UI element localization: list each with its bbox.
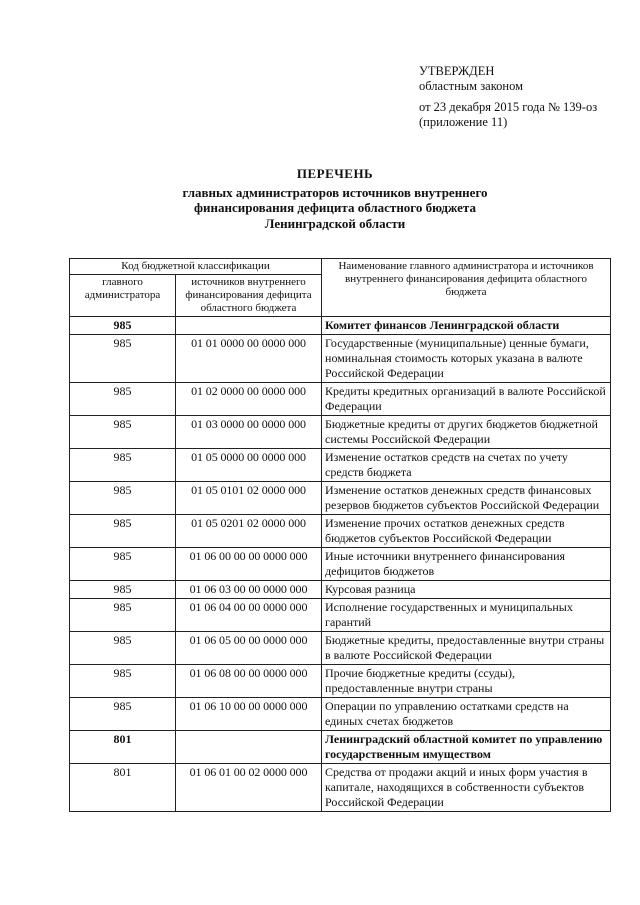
admin-code-cell: 985 <box>70 548 176 581</box>
title-line-3: финансирования дефицита областного бюджета <box>194 200 476 215</box>
table-row <box>70 383 611 416</box>
admin-code-cell: 985 <box>70 383 176 416</box>
admin-code-cell: 801 <box>70 764 176 812</box>
name-cell: Исполнение государственных и муниципальных гарантий <box>322 599 611 632</box>
name-cell: Операции по управлению остатками средств на единых счетах бюджетов <box>322 698 611 731</box>
table-row <box>70 599 611 632</box>
name-cell: Курсовая разница <box>322 581 611 599</box>
source-code-cell <box>176 731 322 764</box>
name-cell: Изменение прочих остатков денежных средств бюджетов субъектов Российской Федерации <box>322 515 611 548</box>
administrators-table <box>69 258 611 812</box>
admin-code-cell: 985 <box>70 482 176 515</box>
source-code-cell: 01 06 05 00 00 0000 000 <box>176 632 322 665</box>
source-code-cell: 01 03 0000 00 0000 000 <box>176 416 322 449</box>
admin-code-cell: 985 <box>70 698 176 731</box>
admin-code-cell: 985 <box>70 317 176 335</box>
document-title <box>100 166 570 231</box>
name-cell: Изменение остатков денежных средств финансовых резервов бюджетов субъектов Российской Федерации <box>322 482 611 515</box>
source-code-cell: 01 06 03 00 00 0000 000 <box>176 581 322 599</box>
admin-code-cell: 985 <box>70 416 176 449</box>
admin-code-cell: 985 <box>70 665 176 698</box>
approval-appendix: (приложение 11) <box>419 115 508 129</box>
table-row <box>70 698 611 731</box>
table-row <box>70 731 611 764</box>
title-heading: ПЕРЕЧЕНЬ <box>296 166 374 181</box>
table-row <box>70 548 611 581</box>
approval-law-type: областным законом <box>419 79 524 93</box>
source-code-cell: 01 01 0000 00 0000 000 <box>176 335 322 383</box>
approval-law-date: от 23 декабря 2015 года № 139-оз <box>419 100 598 114</box>
approval-heading: УТВЕРЖДЕН <box>419 64 495 78</box>
admin-code-cell: 985 <box>70 335 176 383</box>
table-row <box>70 317 611 335</box>
source-code-cell: 01 05 0000 00 0000 000 <box>176 449 322 482</box>
table-row <box>70 665 611 698</box>
name-cell: Средства от продажи акций и иных форм участия в капитале, находящихся в собственности субъектов Российской Федерации <box>322 764 611 812</box>
table-row <box>70 632 611 665</box>
admin-code-cell: 985 <box>70 449 176 482</box>
name-cell: Ленинградский областной комитет по управлению государственным имуществом <box>322 731 611 764</box>
admin-code-cell: 985 <box>70 632 176 665</box>
table-row <box>70 515 611 548</box>
name-cell: Изменение остатков средств на счетах по учету средств бюджета <box>322 449 611 482</box>
source-code-cell: 01 05 0201 02 0000 000 <box>176 515 322 548</box>
header-source-code: источников внутреннего финансирования дефицита областного бюджета <box>176 275 322 317</box>
source-code-cell: 01 06 08 00 00 0000 000 <box>176 665 322 698</box>
table-body <box>70 317 611 812</box>
source-code-cell: 01 06 10 00 00 0000 000 <box>176 698 322 731</box>
table-row <box>70 764 611 812</box>
source-code-cell: 01 05 0101 02 0000 000 <box>176 482 322 515</box>
source-code-cell: 01 06 04 00 00 0000 000 <box>176 599 322 632</box>
header-budget-code: Код бюджетной классификации <box>70 259 322 275</box>
table-row <box>70 416 611 449</box>
header-name: Наименование главного администратора и источников внутреннего финансирования дефицита областного бюджета <box>322 259 611 317</box>
admin-code-cell: 985 <box>70 599 176 632</box>
name-cell: Комитет финансов Ленинградской области <box>322 317 611 335</box>
table-row <box>70 482 611 515</box>
source-code-cell: 01 06 00 00 00 0000 000 <box>176 548 322 581</box>
name-cell: Прочие бюджетные кредиты (ссуды), предоставленные внутри страны <box>322 665 611 698</box>
name-cell: Государственные (муниципальные) ценные бумаги, номинальная стоимость которых указана в валюте Российской Федерации <box>322 335 611 383</box>
title-line-2: главных администраторов источников внутреннего <box>182 184 488 200</box>
approval-stamp <box>419 64 629 130</box>
admin-code-cell: 985 <box>70 581 176 599</box>
admin-code-cell: 985 <box>70 515 176 548</box>
name-cell: Бюджетные кредиты, предоставленные внутри страны в валюте Российской Федерации <box>322 632 611 665</box>
name-cell: Кредиты кредитных организаций в валюте Российской Федерации <box>322 383 611 416</box>
source-code-cell: 01 06 01 00 02 0000 000 <box>176 764 322 812</box>
name-cell: Иные источники внутреннего финансирования дефицитов бюджетов <box>322 548 611 581</box>
table-row <box>70 581 611 599</box>
source-code-cell: 01 02 0000 00 0000 000 <box>176 383 322 416</box>
admin-code-cell: 801 <box>70 731 176 764</box>
table-row <box>70 335 611 383</box>
name-cell: Бюджетные кредиты от других бюджетов бюджетной системы Российской Федерации <box>322 416 611 449</box>
title-line-4: Ленинградской области <box>264 215 406 231</box>
source-code-cell <box>176 317 322 335</box>
header-admin-code: главного администратора <box>70 275 176 317</box>
table-row <box>70 449 611 482</box>
